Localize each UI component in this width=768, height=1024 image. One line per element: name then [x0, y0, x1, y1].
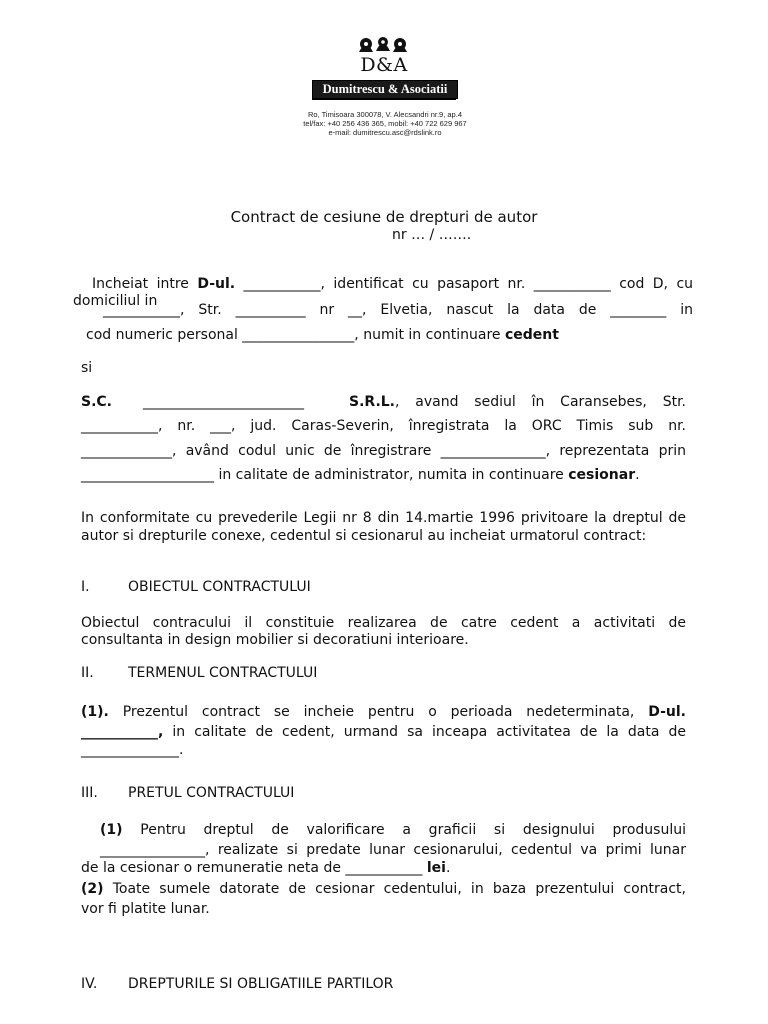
section2-line3: ______________.	[81, 742, 184, 758]
section2-line2: ___________, in calitate de cedent, urmand sa inceapa activitatea de la data de	[81, 724, 686, 740]
logo-text: D&A	[360, 54, 408, 76]
section2-line1: (1). Prezentul contract se incheie pentru o perioada nedeterminata, D-ul.	[81, 704, 686, 720]
section1-line1: Obiectul contracului il constituie realizarea de catre cedent a activitati de	[81, 615, 686, 631]
phone-line: tel/fax: +40 256 436 365, mobil: +40 722 629 967	[303, 119, 467, 128]
party2-line3: _____________, având codul unic de înregistrare _______________, reprezentata prin	[81, 443, 686, 459]
contract-number: nr … / …….	[392, 227, 472, 243]
party2-line4: ___________________ in calitate de administrator, numita in continuare cesionar.	[81, 467, 640, 483]
party2-line2: ___________, nr. ___, jud. Caras-Severin, înregistrata la ORC Timis sub nr.	[81, 418, 686, 434]
section-heading-2: II. TERMENUL CONTRACTULUI	[81, 665, 318, 681]
section-heading-1: I. OBIECTUL CONTRACTULUI	[81, 579, 311, 595]
firm-name-banner: Dumitrescu & Asociatii	[312, 80, 458, 99]
section-heading-3: III. PRETUL CONTRACTULUI	[81, 785, 295, 801]
party1-line4: cod numeric personal ________________, numit in continuare cedent	[86, 327, 559, 343]
party1-line3: ___________, Str. __________ nr __, Elvetia, nascut la data de ________ in	[103, 302, 693, 318]
document-title: Contract de cesiune de drepturi de autor	[230, 208, 538, 226]
preamble-line2: autor si drepturile conexe, cedentul si cesionarul au incheiat urmatorul contract:	[81, 528, 647, 544]
address-line: Ro, Timisoara 300078, V. Alecsandri nr.9, ap.4	[308, 110, 462, 119]
section3-p1-line3: de la cesionar o remuneratie neta de ___________ lei.	[81, 860, 451, 876]
section3-p2-line2: vor fi platite lunar.	[81, 901, 210, 917]
section-heading-4: IV. DREPTURILE SI OBLIGATIILE PARTILOR	[81, 976, 394, 992]
preamble-line1: In conformitate cu prevederile Legii nr 8 din 14.martie 1996 privitoare la dreptul de	[81, 510, 686, 526]
section3-p2-line1: (2) Toate sumele datorate de cesionar cedentului, in baza prezentului contract,	[81, 881, 686, 897]
letterhead-divider	[312, 99, 456, 100]
email-line: e-mail: dumitrescu.asc@rdslink.ro	[328, 128, 442, 137]
section3-p1-line1: (1) Pentru dreptul de valorificare a graficii si designului produsului	[100, 822, 686, 838]
party1-line1: Incheiat intre D-ul. ___________, identificat cu pasaport nr. ___________ cod D, cu	[92, 276, 694, 292]
section1-line2: consultanta in design mobilier si decoratiuni interioare.	[81, 632, 469, 648]
section3-p1-line2: _______________, realizate si predate lunar cesionarului, cedentul va primi lunar	[100, 842, 686, 858]
party1-line2: domiciliul in	[73, 293, 158, 309]
and-word: si	[81, 360, 93, 376]
